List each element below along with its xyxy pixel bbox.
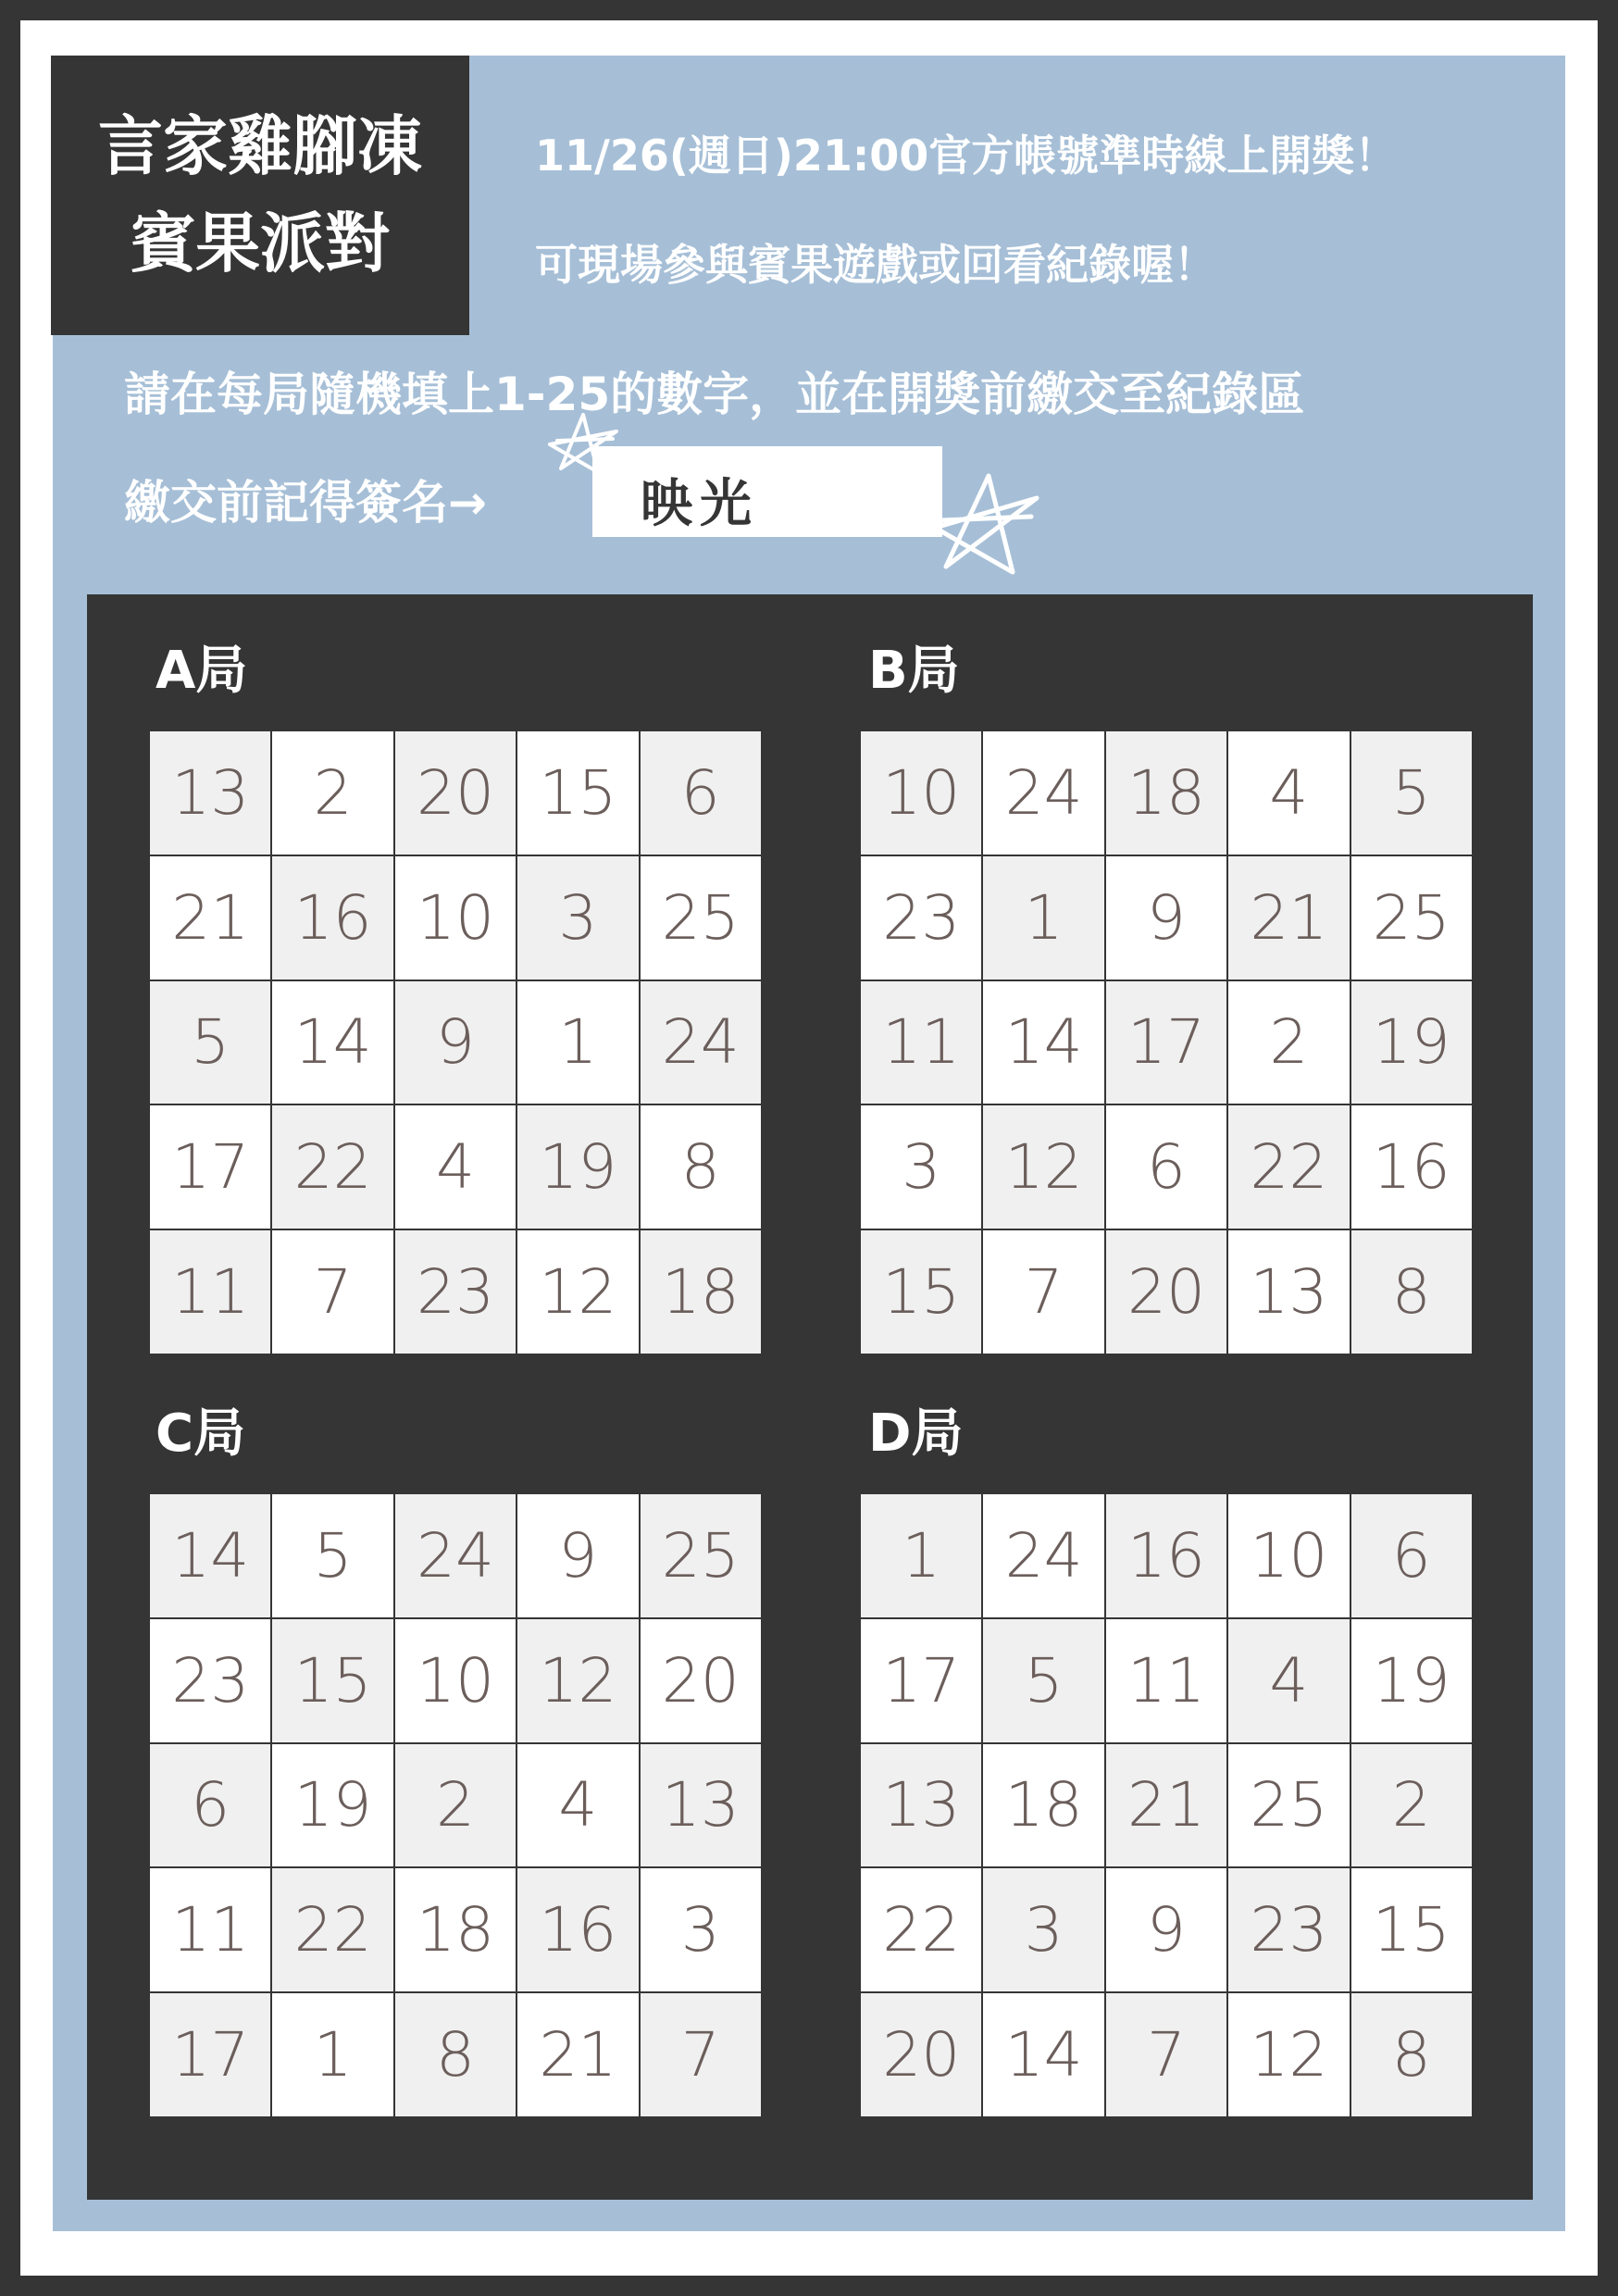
announcement-line-1: 11/26(週日)21:00官方帳號準時線上開獎！ (535, 131, 1398, 181)
bingo-cell[interactable]: 4 (1228, 1619, 1349, 1742)
bingo-cell[interactable]: 16 (272, 856, 392, 980)
title-block (51, 56, 469, 335)
bingo-cell[interactable]: 25 (1228, 1744, 1349, 1867)
bingo-cell[interactable]: 8 (1351, 1230, 1472, 1354)
bingo-cell[interactable]: 2 (395, 1744, 516, 1867)
signature-text: 映光 (641, 473, 759, 534)
bingo-cell[interactable]: 10 (861, 731, 981, 855)
bingo-cell[interactable]: 3 (641, 1868, 761, 1991)
bingo-cell[interactable]: 25 (641, 856, 761, 980)
bingo-cell[interactable]: 15 (517, 731, 638, 855)
bingo-cell[interactable]: 4 (1228, 731, 1349, 855)
bingo-cell[interactable]: 12 (983, 1105, 1103, 1229)
bingo-cell[interactable]: 14 (983, 1993, 1103, 2116)
bingo-cell[interactable]: 5 (150, 981, 270, 1104)
board-a-title: A局 (156, 641, 248, 701)
bingo-cell[interactable]: 17 (1106, 981, 1226, 1104)
bingo-cell[interactable]: 19 (1351, 981, 1472, 1104)
bingo-cell[interactable]: 5 (1351, 731, 1472, 855)
bingo-cell[interactable]: 15 (1351, 1868, 1472, 1991)
bingo-grid-d (859, 1492, 1474, 2118)
bingo-cell[interactable]: 21 (150, 856, 270, 980)
board-c-title: C局 (156, 1404, 246, 1464)
bingo-cell[interactable]: 25 (641, 1494, 761, 1617)
bingo-cell[interactable]: 5 (983, 1619, 1103, 1742)
bingo-cell[interactable]: 3 (983, 1868, 1103, 1991)
bingo-grid-c (148, 1492, 763, 2118)
bingo-cell[interactable]: 24 (983, 731, 1103, 855)
bingo-cell[interactable]: 3 (517, 856, 638, 980)
bingo-cell[interactable]: 22 (861, 1868, 981, 1991)
bingo-cell[interactable]: 11 (861, 981, 981, 1104)
bingo-cell[interactable]: 24 (395, 1494, 516, 1617)
bingo-cell[interactable]: 23 (395, 1230, 516, 1354)
announcement-line-2: 可現場參與賓果遊戲或回看紀錄喔！ (535, 240, 1216, 290)
bingo-cell[interactable]: 6 (1351, 1494, 1472, 1617)
bingo-cell[interactable]: 18 (1106, 731, 1226, 855)
bingo-grid-b (859, 730, 1474, 1355)
bingo-cell[interactable]: 6 (1106, 1105, 1226, 1229)
bingo-cell[interactable]: 24 (983, 1494, 1103, 1617)
bingo-cell[interactable]: 22 (272, 1868, 392, 1991)
bingo-cell[interactable]: 9 (1106, 856, 1226, 980)
bingo-cell[interactable]: 17 (150, 1993, 270, 2116)
signature-field[interactable] (592, 446, 942, 537)
bingo-cell[interactable]: 2 (272, 731, 392, 855)
instruction-line-2: 繳交前記得簽名→ (124, 476, 487, 530)
bingo-cell[interactable]: 8 (641, 1105, 761, 1229)
bingo-cell[interactable]: 8 (1351, 1993, 1472, 2116)
star-doodle-icon (916, 463, 1055, 583)
bingo-cell[interactable]: 9 (1106, 1868, 1226, 1991)
bingo-cell[interactable]: 1 (272, 1993, 392, 2116)
bingo-cell[interactable]: 13 (150, 731, 270, 855)
bingo-cell[interactable]: 1 (861, 1494, 981, 1617)
board-b-title: B局 (868, 641, 960, 701)
bingo-cell[interactable]: 18 (983, 1744, 1103, 1867)
bingo-cell[interactable]: 23 (150, 1619, 270, 1742)
bingo-cell[interactable]: 1 (517, 981, 638, 1104)
bingo-cell[interactable]: 21 (517, 1993, 638, 2116)
bingo-cell[interactable]: 21 (1228, 856, 1349, 980)
bingo-cell[interactable]: 19 (272, 1744, 392, 1867)
bingo-grid-a (148, 730, 763, 1355)
bingo-cell[interactable]: 11 (150, 1230, 270, 1354)
bingo-cell[interactable]: 2 (1228, 981, 1349, 1104)
bingo-cell[interactable]: 13 (641, 1744, 761, 1867)
bingo-cell[interactable]: 2 (1351, 1744, 1472, 1867)
bingo-cell[interactable]: 23 (1228, 1868, 1349, 1991)
bingo-cell[interactable]: 7 (1106, 1993, 1226, 2116)
bingo-cell[interactable]: 6 (150, 1744, 270, 1867)
instruction-line-1: 請在每局隨機填上1-25的數字，並在開獎前繳交至紀錄區 (124, 368, 1305, 421)
bingo-cell[interactable]: 14 (272, 981, 392, 1104)
bingo-cell[interactable]: 14 (150, 1494, 270, 1617)
bingo-cell[interactable]: 13 (1228, 1230, 1349, 1354)
bingo-cell[interactable]: 21 (1106, 1744, 1226, 1867)
bingo-cell[interactable]: 18 (395, 1868, 516, 1991)
bingo-cell[interactable]: 15 (861, 1230, 981, 1354)
bingo-cell[interactable]: 1 (983, 856, 1103, 980)
bingo-cell[interactable]: 7 (272, 1230, 392, 1354)
bingo-cell[interactable]: 20 (641, 1619, 761, 1742)
bingo-cell[interactable]: 6 (641, 731, 761, 855)
bingo-cell[interactable]: 16 (1351, 1105, 1472, 1229)
bingo-cell[interactable]: 4 (395, 1105, 516, 1229)
board-d-title: D局 (868, 1404, 964, 1464)
bingo-cell[interactable]: 9 (517, 1494, 638, 1617)
bingo-cell[interactable]: 17 (861, 1619, 981, 1742)
bingo-cell[interactable]: 13 (861, 1744, 981, 1867)
bingo-cell[interactable]: 4 (517, 1744, 638, 1867)
bingo-cell[interactable]: 7 (641, 1993, 761, 2116)
bingo-cell[interactable]: 22 (1228, 1105, 1349, 1229)
bingo-cell[interactable]: 19 (1351, 1619, 1472, 1742)
bingo-cell[interactable]: 20 (861, 1993, 981, 2116)
bingo-cell[interactable]: 19 (517, 1105, 638, 1229)
bingo-cell[interactable]: 12 (517, 1619, 638, 1742)
bingo-cell[interactable]: 5 (272, 1494, 392, 1617)
bingo-cell[interactable]: 8 (395, 1993, 516, 2116)
bingo-cell[interactable]: 24 (641, 981, 761, 1104)
bingo-cell[interactable]: 22 (272, 1105, 392, 1229)
title-line-1: 言家雞腳凍 (98, 108, 422, 184)
bingo-cell[interactable]: 20 (395, 731, 516, 855)
bingo-cell[interactable]: 7 (983, 1230, 1103, 1354)
bingo-cell[interactable]: 18 (641, 1230, 761, 1354)
bingo-cell[interactable]: 10 (395, 856, 516, 980)
bingo-cell[interactable]: 15 (272, 1619, 392, 1742)
bingo-cell[interactable]: 17 (150, 1105, 270, 1229)
bingo-cell[interactable]: 9 (395, 981, 516, 1104)
bingo-cell[interactable]: 25 (1351, 856, 1472, 980)
bingo-cell[interactable]: 20 (1106, 1230, 1226, 1354)
bingo-cell[interactable]: 14 (983, 981, 1103, 1104)
bingo-cell[interactable]: 10 (395, 1619, 516, 1742)
bingo-cell[interactable]: 16 (517, 1868, 638, 1991)
bingo-cell[interactable]: 11 (150, 1868, 270, 1991)
bingo-cell[interactable]: 12 (517, 1230, 638, 1354)
star-doodle-icon (541, 407, 626, 483)
bingo-cell[interactable]: 3 (861, 1105, 981, 1229)
title-line-2: 賓果派對 (131, 206, 390, 281)
bingo-cell[interactable]: 12 (1228, 1993, 1349, 2116)
bingo-cell[interactable]: 11 (1106, 1619, 1226, 1742)
bingo-cell[interactable]: 10 (1228, 1494, 1349, 1617)
bingo-cell[interactable]: 16 (1106, 1494, 1226, 1617)
bingo-cell[interactable]: 23 (861, 856, 981, 980)
